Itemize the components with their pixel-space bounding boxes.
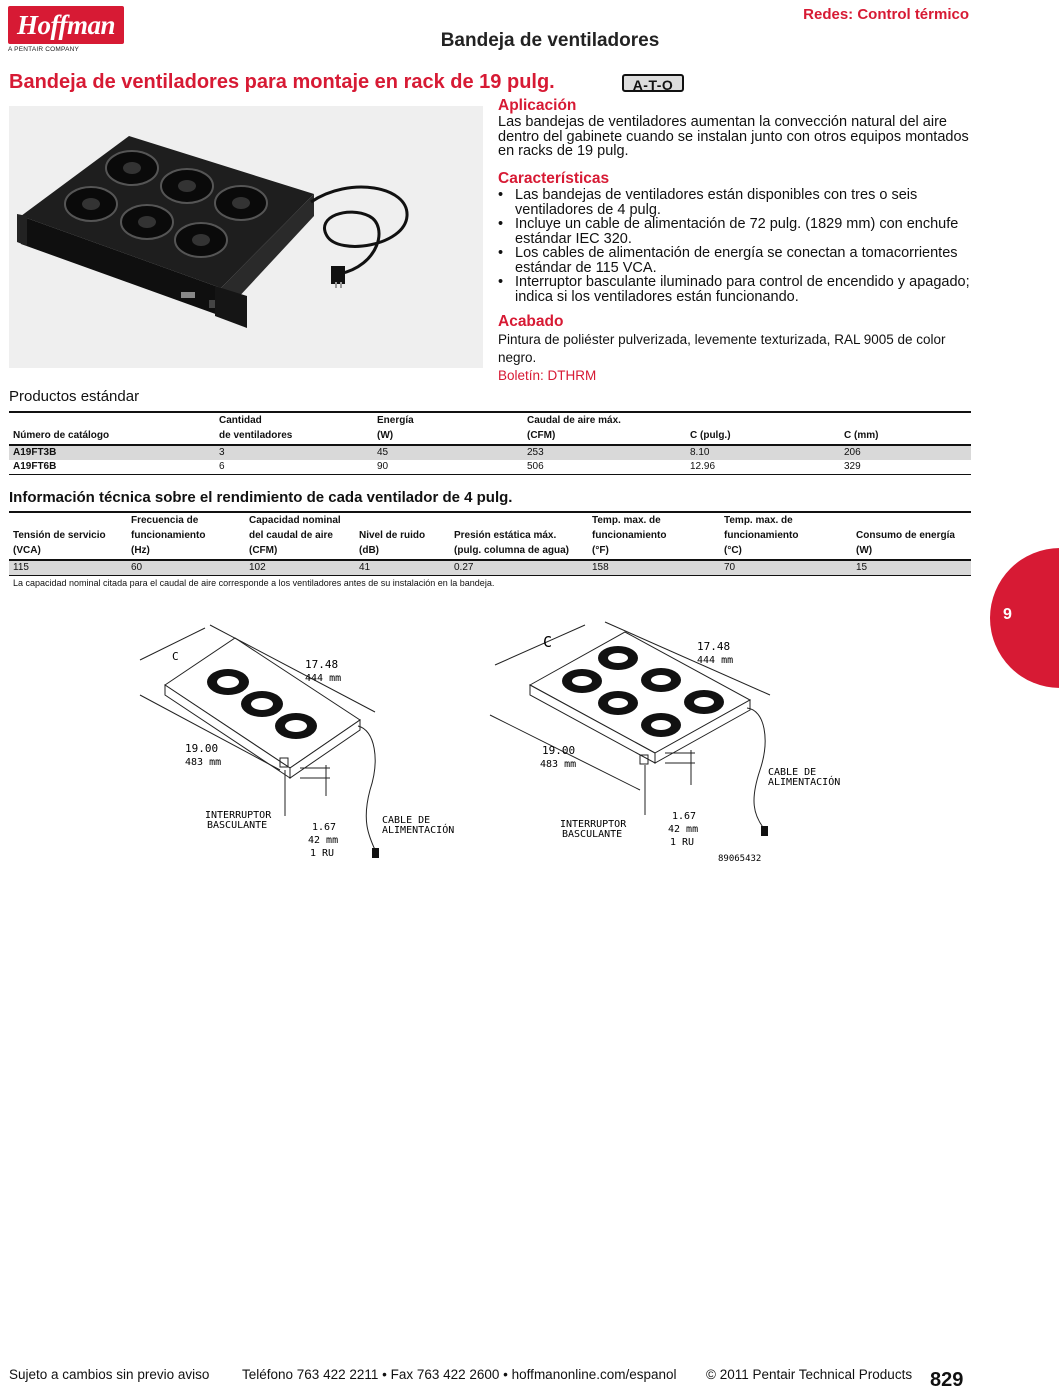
footer-notice: Sujeto a cambios sin previo aviso [9,1367,210,1382]
col-header: Presión estática máx. (pulg. columna de agua) [454,530,570,556]
col-header: C (pulg.) [690,430,731,441]
finish-heading: Acabado [498,313,564,330]
fan-tray-image [9,106,483,368]
feature-text: Las bandejas de ventiladores están disponibles con tres o seis ventiladores de 4 pulg. [515,187,918,218]
switch-label: INTERRUPTOR [205,810,272,821]
dim-width-mm: 483 mm [185,757,222,768]
bulletin-link[interactable]: Boletín: DTHRM [498,368,597,383]
page-number: 829 [930,1369,964,1391]
dim-height-mm: 42 mm [308,835,339,846]
dim-depth-in: 17.48 [305,658,339,671]
dim-width-in: 19.00 [185,742,219,755]
col-header: Energía (W) [377,415,414,441]
section-heading: Redes: Control térmico [803,6,969,23]
col-header: Caudal de aire máx. (CFM) [527,415,621,441]
ato-badge: A-T-O [622,74,684,92]
tech-info-table [9,511,971,588]
feature-item: • Interruptor basculante iluminado para control de encendido y apagado; indica si los ventiladores están funcionando. [498,275,972,304]
feature-item: • Los cables de alimentación de energía se conectan a tomacorrientes estándar de 115 VCA. [498,246,972,275]
finish-section [498,313,972,384]
dim-height-in: 1.67 [672,811,697,822]
switch-label: INTERRUPTOR [560,819,627,830]
col-header: Temp. max. de funcionamiento (°C) [724,515,799,556]
col-header: Capacidad nominal del caudal de aire (CFM) [249,515,341,556]
col-header: Tensión de servicio (VCA) [13,530,106,556]
features-heading: Características [498,170,610,187]
table-row: A19FT6B 6 90 506 12.96 329 [9,460,971,475]
footer-copyright: © 2011 Pentair Technical Products [706,1367,913,1382]
standard-products-label: Productos estándar [9,388,140,405]
dim-height-mm: 42 mm [668,824,699,835]
col-header: Consumo de energía (W) [856,530,955,556]
dim-width-in: 19.00 [542,744,576,757]
feature-text: Interruptor basculante iluminado para control de encendido y apagado; indica si los ventiladores están funcionando. [515,274,970,305]
application-section [498,97,972,159]
product-photo [9,106,483,368]
col-header: Temp. max. de funcionamiento (°F) [592,515,667,556]
dim-height-ru: 1 RU [670,837,695,848]
cable-label: ALIMENTACIÓN [768,777,841,788]
features-section [498,170,972,304]
dim-c: C [543,633,553,651]
col-header: C (mm) [844,430,879,441]
feature-text: Incluye un cable de alimentación de 72 pulg. (1829 mm) con enchufe estándar IEC 320. [515,216,959,247]
cable-label: CABLE DE [768,767,817,778]
dim-height-ru: 1 RU [310,848,335,859]
table-row: A19FT3B 3 45 253 8.10 206 [9,445,971,460]
col-header: Cantidad de ventiladores [219,415,293,441]
dim-width-mm: 483 mm [540,759,577,770]
dim-depth-mm: 444 mm [305,673,342,684]
standard-products-table [9,411,971,475]
hoffman-logo: Hoffman [8,6,124,44]
diagram-3-fan [130,620,490,880]
table-row: 115 60 102 41 0.27 158 70 15 [9,560,971,576]
dim-depth-mm: 444 mm [697,655,734,666]
dim-depth-in: 17.48 [697,640,731,653]
feature-item: • Las bandejas de ventiladores están disponibles con tres o seis ventiladores de 4 pulg. [498,188,972,217]
diagram-6-fan [485,620,855,870]
cable-label: CABLE DE [382,815,431,826]
drawing-number: 89065432 [718,854,762,864]
section-tab[interactable] [990,548,1059,688]
col-header: Nivel de ruido (dB) [359,530,426,556]
feature-text: Los cables de alimentación de energía se conectan a tomacorrientes estándar de 115 VCA. [515,245,958,276]
section-tab-number: 9 [1003,606,1012,623]
dim-height-in: 1.67 [312,822,337,833]
switch-label: BASCULANTE [207,820,268,831]
footer-contact: Teléfono 763 422 2211 • Fax 763 422 2600 • hoffmanonline.com/espanol [242,1367,677,1382]
application-heading: Aplicación [498,97,577,114]
page-title: Bandeja de ventiladores [440,30,660,51]
logo-subtitle: A PENTAIR COMPANY [8,46,80,53]
dim-c: C [172,650,179,663]
col-header: Frecuencia de funcionamiento (Hz) [131,515,206,556]
finish-text: Pintura de poliéster pulverizada, levemente texturizada, RAL 9005 de color negro. [498,332,946,365]
col-header: Número de catálogo [13,430,110,441]
switch-label: BASCULANTE [562,829,623,840]
tech-info-label: Información técnica sobre el rendimiento de cada ventilador de 4 pulg. [9,489,513,506]
product-title: Bandeja de ventiladores para montaje en rack de 19 pulg. [9,71,555,93]
feature-item: • Incluye un cable de alimentación de 72 pulg. (1829 mm) con enchufe estándar IEC 320. [498,217,972,246]
cable-label: ALIMENTACIÓN [382,825,455,836]
tech-footnote: La capacidad nominal citada para el caudal de aire corresponde a los ventiladores antes de su instalación en la bandeja. [13,578,495,588]
application-text: Las bandejas de ventiladores aumentan la convección natural del aire dentro del gabinete cuando se instalan junto con otros equipos montados en racks de 19 pulg. [498,114,969,159]
